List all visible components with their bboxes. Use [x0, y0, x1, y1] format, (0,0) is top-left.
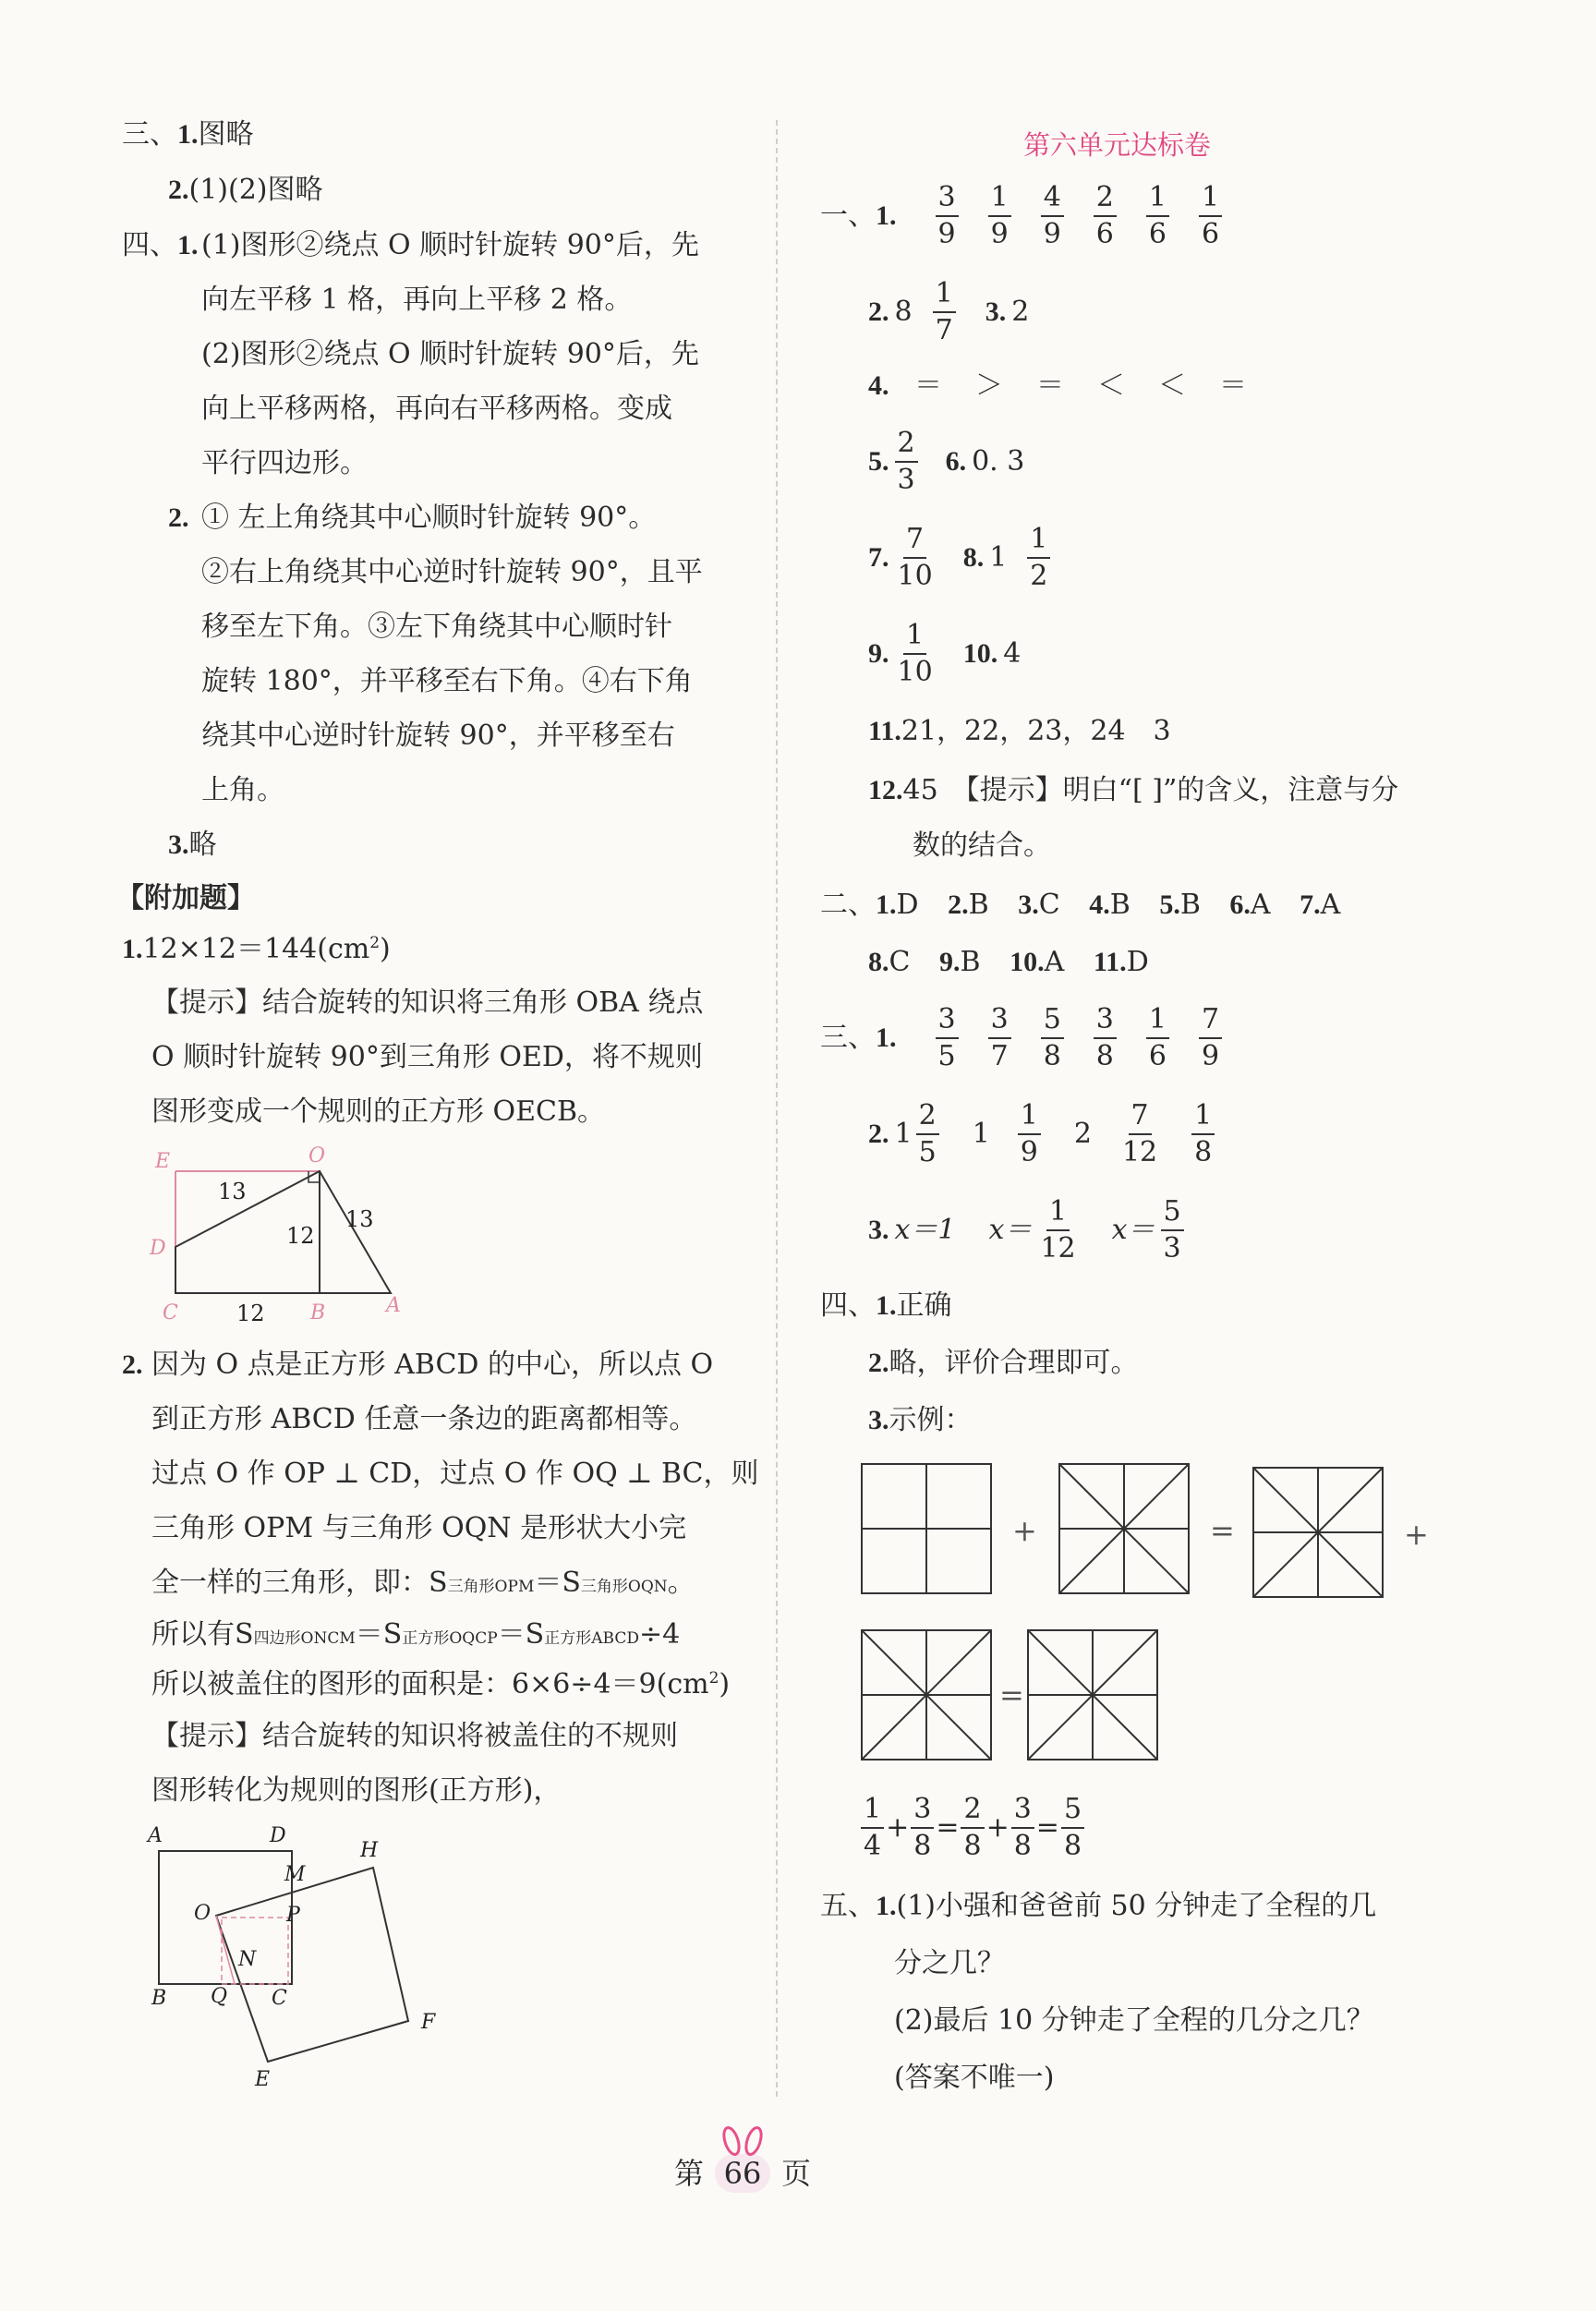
extra-2-eq2: 所以有S四边形ONCM＝S正方形OQCP＝S正方形ABCD÷4: [151, 1618, 681, 1651]
square-quarters: [859, 1461, 994, 1596]
extra-2-eq1: 全一样的三角形，即：S三角形OPM＝S三角形OQN。: [151, 1567, 695, 1599]
left-s4-2-line: 旋转 180°，并平移至右下角。④右下角: [201, 665, 693, 697]
extra-2-line: 三角形 OPM 与三角形 OQN 是形状大小完: [151, 1512, 687, 1544]
r-q4: 4. ＝ ＞ ＝ ＜ ＜ ＝: [868, 369, 1248, 402]
r-q11: 11.21，22，23，24 3: [868, 715, 1171, 747]
extra-2-num: 2.: [122, 1349, 143, 1380]
extra-2-line: 到正方形 ABCD 任意一条边的距离都相等。: [151, 1403, 697, 1435]
extra-1-hint: O 顺时针旋转 90°到三角形 OED，将不规则: [151, 1041, 703, 1073]
r-s5-line: 分之几？: [894, 1947, 1005, 1979]
fig1-label-o: O: [308, 1145, 326, 1168]
fig1-label-c: C: [163, 1301, 178, 1325]
fig2-label-o: O: [194, 1902, 212, 1925]
fig2-label-m: M: [284, 1863, 306, 1886]
left-s4-2-line: 上角。: [201, 774, 284, 806]
fig2-label-h: H: [360, 1839, 379, 1862]
r-q7-q8: 7. $\frac{7}{10}$ 8. 1 $\frac{1}{2}$: [868, 530, 1056, 586]
square-eighths-b: [1251, 1465, 1385, 1600]
left-s4-2-num: 2.: [168, 502, 189, 533]
fraction-sum-equation: $\frac{1}{4}$ + $\frac{3}{8}$ = $\frac{2}{8}$ + $\frac{3}{8}$ = $\frac{5}{8}$: [859, 1796, 1086, 1860]
fig1-label-b: B: [310, 1301, 326, 1325]
r-s3-2: 2. 1 $\frac{2}{5}$ 1 $\frac{1}{9}$ 2 $\frac{7}{12}$ $\frac{1}{8}$: [868, 1107, 1220, 1162]
fig2-label-n: N: [238, 1948, 257, 1971]
page-number: 第 66 页: [674, 2154, 811, 2193]
fig1-label-e: E: [155, 1150, 171, 1173]
r-s4-2: 2.略，评价合理即可。: [868, 1347, 1139, 1379]
left-s4-1-line: (1)图形②绕点 O 顺时针旋转 90°后，先: [201, 229, 699, 261]
fig2-label-e: E: [255, 2068, 271, 2091]
fig2-line-on: [216, 1916, 235, 1984]
left-s4-2-line: ① 左上角绕其中心顺时针旋转 90°。: [201, 502, 657, 534]
fig1-label-d: D: [150, 1237, 166, 1260]
r-q12-cont: 数的结合。: [913, 829, 1051, 862]
left-s4-1-label: 四、1.: [122, 229, 199, 261]
left-s3-1: 三、1.图略: [122, 118, 254, 151]
figure-overlapping-squares: [139, 1820, 453, 2097]
bunny-ears-icon: [717, 2124, 768, 2156]
r-q5-q6: 5. $\frac{2}{3}$ 6. 0. 3: [868, 427, 1025, 496]
extra-1-hint: 图形变成一个规则的正方形 OECB。: [151, 1095, 606, 1128]
left-s4-1-line: (2)图形②绕点 O 顺时针旋转 90°后，先: [201, 338, 699, 370]
left-s4-1-line: 向上平移两格，再向右平移两格。变成: [201, 393, 672, 425]
fig2-label-c: C: [272, 1987, 287, 2010]
left-s4-2-line: ②右上角绕其中心逆时针旋转 90°，且平: [201, 556, 703, 588]
r-s2-row1: 二、1.D 2.B 3.C 4.B 5.B 6.A 7.A: [820, 889, 1341, 921]
extra-2-line: 因为 O 点是正方形 ABCD 的中心，所以点 O: [151, 1349, 714, 1381]
extra-2-hint: 【提示】结合旋转的知识将被盖住的不规则: [151, 1720, 678, 1752]
op-equals-2: =: [999, 1677, 1024, 1712]
left-s4-2-line: 移至左下角。③左下角绕其中心顺时针: [201, 611, 672, 643]
r-s1-q1: 一、 1. $\frac{3}{9}$ $\frac{1}{9}$ $\frac{4}{9}$ $\frac{2}{6}$ $\frac{1}{6}$ $\frac{1}{6}$: [820, 188, 1237, 244]
r-s3-1: 三、 1. $\frac{3}{5}$ $\frac{3}{7}$ $\frac{5}{8}$ $\frac{3}{8}$ $\frac{1}{6}$ $\frac{7}{9}$: [820, 1010, 1237, 1066]
figure-rotation-triangle: [146, 1145, 423, 1330]
extra-1-formula: $1.12\times 12=144(cm^2)$: [122, 933, 391, 965]
extra-heading: 【附加题】: [116, 883, 255, 914]
op-plus-1: +: [1012, 1513, 1037, 1548]
r-q12: 12.45 【提示】明白“[ ]”的含义，注意与分: [868, 774, 1399, 806]
square-eighths-d: [1025, 1627, 1160, 1762]
r-s5-line: (2)最后 10 分钟走了全程的几分之几？: [894, 2004, 1374, 2037]
fig2-label-f: F: [421, 2011, 436, 2034]
r-s5-line: (答案不唯一): [894, 2062, 1055, 2094]
r-s4-1: 四、1.正确: [820, 1289, 952, 1322]
fig2-label-a: A: [148, 1824, 163, 1847]
op-equals-1: =: [1210, 1513, 1235, 1548]
square-eighths-a: [1057, 1461, 1191, 1596]
fig2-label-p: P: [286, 1904, 300, 1927]
left-s4-1-line: 向左平移 1 格，再向上平移 2 格。: [201, 284, 633, 316]
fig2-label-b: B: [151, 1987, 167, 2010]
square-eighths-c: [859, 1627, 994, 1762]
r-s5-1: 五、1.(1)小强和爸爸前 50 分钟走了全程的几: [820, 1890, 1377, 1922]
fig1-label-a: A: [386, 1294, 401, 1317]
fig1-num-13b: 13: [345, 1206, 374, 1232]
fig1-num-13a: 13: [218, 1179, 247, 1204]
extra-2-hint: 图形转化为规则的图形(正方形)，: [151, 1774, 562, 1807]
fig2-label-q: Q: [211, 1985, 228, 2008]
left-s4-3: 3.略: [168, 829, 217, 861]
left-s4-2-line: 绕其中心逆时针旋转 90°，并平移至右: [201, 720, 675, 752]
left-s3-2: 2.(1)(2)图略: [168, 174, 323, 206]
column-divider: [776, 120, 778, 2097]
r-q9-q10: 9. $\frac{1}{10}$ 10. 4: [868, 619, 1022, 688]
unit-title: 第六单元达标卷: [1023, 129, 1212, 161]
fig1-outline: [175, 1171, 391, 1293]
op-plus-2: +: [1404, 1517, 1429, 1552]
r-s4-3: 3.示例：: [868, 1404, 973, 1436]
page-number-badge: 66: [704, 2154, 781, 2193]
extra-2-line: 过点 O 作 OP ⊥ CD，过点 O 作 OQ ⊥ BC，则: [151, 1458, 759, 1490]
extra-1-hint: 【提示】结合旋转的知识将三角形 OBA 绕点: [151, 986, 704, 1019]
fig1-num-12a: 12: [286, 1223, 315, 1249]
fig2-label-d: D: [270, 1824, 286, 1847]
extra-2-area: 所以被盖住的图形的面积是：$6\times 6\div 4=9(cm^2)$: [151, 1668, 731, 1700]
r-q2-q3: 2. 8 $\frac{1}{7}$ 3. 2: [868, 277, 1030, 346]
r-s3-3: 3. x＝1 x＝ $\frac{1}{12}$ x＝ $\frac{5}{3}$: [868, 1203, 1190, 1258]
r-s2-row2: 8.C 9.B 10.A 11.D: [868, 946, 1149, 978]
left-s4-1-line: 平行四边形。: [201, 447, 368, 479]
fig1-num-12b: 12: [236, 1301, 265, 1326]
